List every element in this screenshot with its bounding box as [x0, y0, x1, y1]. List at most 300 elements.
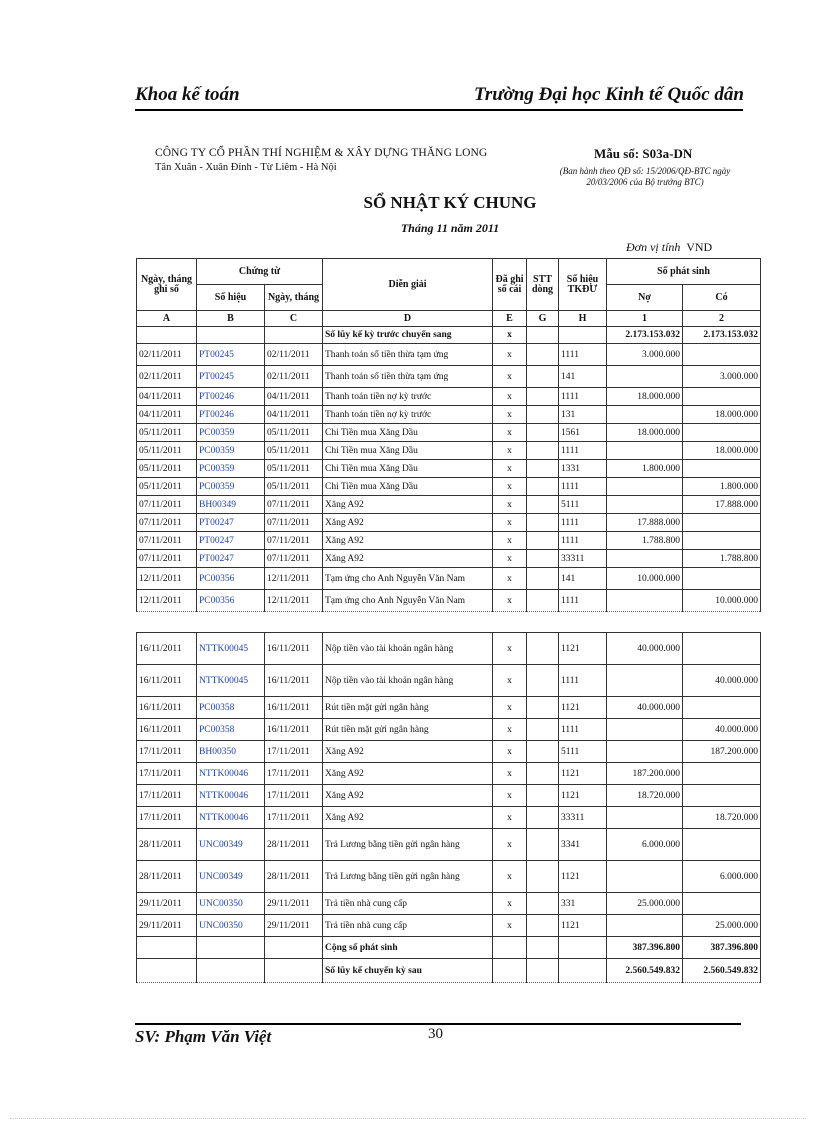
row-credit: 18.720.000 — [683, 807, 761, 829]
row-posted: x — [493, 590, 527, 612]
row-voucher-date: 07/11/2011 — [265, 514, 323, 532]
page-title: SỔ NHẬT KÝ CHUNG — [363, 193, 537, 212]
row-date: 05/11/2011 — [137, 478, 197, 496]
carried-forward-debit: 2.173.153.032 — [607, 327, 683, 344]
row-debit — [607, 665, 683, 697]
table-row — [137, 550, 761, 568]
row-posted: x — [493, 550, 527, 568]
table-row — [137, 665, 761, 697]
row-account: 3341 — [559, 829, 607, 861]
row-voucher-no: PC00359 — [197, 442, 265, 460]
row-date: 07/11/2011 — [137, 550, 197, 568]
row-date: 17/11/2011 — [137, 807, 197, 829]
row-date: 12/11/2011 — [137, 568, 197, 590]
footer-student: SV: Phạm Văn Việt — [135, 1027, 272, 1046]
row-date: 12/11/2011 — [137, 590, 197, 612]
row-voucher-date: 02/11/2011 — [265, 366, 323, 388]
row-voucher-no: NTTK00046 — [197, 763, 265, 785]
row-credit: 1.800.000 — [683, 478, 761, 496]
table-row — [137, 633, 761, 665]
unit-label — [626, 240, 712, 255]
row-debit — [607, 478, 683, 496]
row-line — [527, 763, 559, 785]
row-voucher-date: 04/11/2011 — [265, 406, 323, 424]
row-posted: x — [493, 366, 527, 388]
row-credit: 40.000.000 — [683, 665, 761, 697]
row-line — [527, 633, 559, 665]
row-desc: Trả tiền nhà cung cấp — [323, 893, 493, 915]
col-desc: Diễn giải — [323, 259, 493, 311]
row-credit — [683, 633, 761, 665]
row-posted: x — [493, 532, 527, 550]
row-credit — [683, 785, 761, 807]
row-voucher-date: 16/11/2011 — [265, 665, 323, 697]
row-credit — [683, 893, 761, 915]
row-credit — [683, 514, 761, 532]
row-line — [527, 785, 559, 807]
row-date: 29/11/2011 — [137, 915, 197, 937]
row-line — [527, 568, 559, 590]
page-bottom-dotted-line — [10, 1118, 806, 1119]
page-subtitle: Tháng 11 năm 2011 — [400, 221, 500, 235]
row-debit — [607, 719, 683, 741]
row-voucher-date: 05/11/2011 — [265, 460, 323, 478]
row-account: 1111 — [559, 590, 607, 612]
table-row — [137, 915, 761, 937]
row-posted: x — [493, 568, 527, 590]
row-desc: Chi Tiền mua Xăng Dầu — [323, 442, 493, 460]
row-voucher-date: 16/11/2011 — [265, 719, 323, 741]
row-desc: Tạm ứng cho Anh Nguyễn Văn Nam — [323, 590, 493, 612]
code-cell: A — [137, 311, 197, 327]
row-voucher-date: 17/11/2011 — [265, 741, 323, 763]
carried-forward-credit: 2.173.153.032 — [683, 327, 761, 344]
row-date: 07/11/2011 — [137, 532, 197, 550]
row-line — [527, 460, 559, 478]
row-account: 1121 — [559, 785, 607, 807]
row-line — [527, 514, 559, 532]
row-date: 05/11/2011 — [137, 442, 197, 460]
row-line — [527, 442, 559, 460]
row-line — [527, 807, 559, 829]
row-desc: Rút tiền mặt gửi ngân hàng — [323, 719, 493, 741]
row-voucher-no: NTTK00046 — [197, 807, 265, 829]
row-voucher-no: NTTK00046 — [197, 785, 265, 807]
row-voucher-no: PC00359 — [197, 424, 265, 442]
row-account: 331 — [559, 893, 607, 915]
col-voucher-date: Ngày, tháng — [265, 285, 323, 311]
row-date: 16/11/2011 — [137, 719, 197, 741]
row-desc: Xăng A92 — [323, 514, 493, 532]
footer-divider — [135, 1023, 741, 1025]
carried-forward-posted: x — [493, 327, 527, 344]
carried-forward-row — [137, 327, 761, 344]
row-account: 1111 — [559, 388, 607, 406]
totals-row-debit: 387.396.800 — [607, 937, 683, 959]
row-voucher-date: 05/11/2011 — [265, 442, 323, 460]
row-posted: x — [493, 496, 527, 514]
row-voucher-date: 07/11/2011 — [265, 550, 323, 568]
table-row — [137, 829, 761, 861]
row-debit — [607, 590, 683, 612]
row-desc: Thanh toán số tiền thừa tạm ứng — [323, 344, 493, 366]
row-posted: x — [493, 633, 527, 665]
header-divider — [135, 109, 743, 111]
row-voucher-date: 17/11/2011 — [265, 763, 323, 785]
table-row — [137, 460, 761, 478]
table-row — [137, 424, 761, 442]
row-desc: Thanh toán tiền nợ kỳ trước — [323, 388, 493, 406]
code-cell: G — [527, 311, 559, 327]
row-date: 05/11/2011 — [137, 460, 197, 478]
row-debit — [607, 406, 683, 424]
row-debit — [607, 915, 683, 937]
col-debit: Nợ — [607, 285, 683, 311]
row-voucher-no: UNC00349 — [197, 861, 265, 893]
row-desc: Xăng A92 — [323, 741, 493, 763]
row-desc: Rút tiền mặt gửi ngân hàng — [323, 697, 493, 719]
row-account: 1111 — [559, 442, 607, 460]
code-cell: 1 — [607, 311, 683, 327]
row-desc: Xăng A92 — [323, 496, 493, 514]
row-debit — [607, 861, 683, 893]
row-voucher-no: NTTK00045 — [197, 665, 265, 697]
row-date: 28/11/2011 — [137, 829, 197, 861]
row-voucher-date: 17/11/2011 — [265, 785, 323, 807]
row-debit: 1.800.000 — [607, 460, 683, 478]
row-desc: Thanh toán số tiền thừa tạm ứng — [323, 366, 493, 388]
row-line — [527, 550, 559, 568]
row-date: 04/11/2011 — [137, 388, 197, 406]
row-voucher-no: PC00358 — [197, 719, 265, 741]
row-posted: x — [493, 388, 527, 406]
row-desc: Xăng A92 — [323, 763, 493, 785]
row-debit: 10.000.000 — [607, 568, 683, 590]
table-row — [137, 590, 761, 612]
code-cell: 2 — [683, 311, 761, 327]
row-credit: 187.200.000 — [683, 741, 761, 763]
row-desc: Nộp tiền vào tài khoản ngân hàng — [323, 633, 493, 665]
carry-next-row — [137, 959, 761, 983]
table-row — [137, 532, 761, 550]
row-debit: 18.000.000 — [607, 388, 683, 406]
row-debit — [607, 550, 683, 568]
row-account: 33311 — [559, 550, 607, 568]
table-row — [137, 697, 761, 719]
row-voucher-no: PC00356 — [197, 590, 265, 612]
row-line — [527, 829, 559, 861]
col-credit: Có — [683, 285, 761, 311]
col-posted: Đã ghi sổ cái — [493, 259, 527, 311]
col-date: Ngày, tháng ghi sổ — [137, 259, 197, 311]
row-debit: 40.000.000 — [607, 697, 683, 719]
table-row — [137, 763, 761, 785]
col-line: STT dòng — [527, 259, 559, 311]
col-account: Số hiệu TKĐƯ — [559, 259, 607, 311]
row-desc: Chi Tiền mua Xăng Dầu — [323, 460, 493, 478]
row-line — [527, 719, 559, 741]
row-desc: Trả Lương bằng tiền gửi ngân hàng — [323, 861, 493, 893]
row-account: 1111 — [559, 514, 607, 532]
row-account: 141 — [559, 568, 607, 590]
totals-row — [137, 937, 761, 959]
row-voucher-no: PC00356 — [197, 568, 265, 590]
journal-table-part1 — [136, 258, 761, 612]
row-posted: x — [493, 719, 527, 741]
row-debit: 25.000.000 — [607, 893, 683, 915]
row-voucher-no: BH00350 — [197, 741, 265, 763]
row-credit: 25.000.000 — [683, 915, 761, 937]
table-row — [137, 893, 761, 915]
row-line — [527, 496, 559, 514]
row-credit — [683, 697, 761, 719]
row-line — [527, 366, 559, 388]
unit-value: VND — [686, 240, 713, 254]
row-voucher-no: UNC00350 — [197, 893, 265, 915]
row-posted: x — [493, 741, 527, 763]
row-credit: 17.888.000 — [683, 496, 761, 514]
code-cell: E — [493, 311, 527, 327]
unit-label-text: Đơn vị tính — [626, 240, 681, 254]
carry-next-row-desc: Số lũy kế chuyển kỳ sau — [323, 959, 493, 983]
row-desc: Thanh toán tiền nợ kỳ trước — [323, 406, 493, 424]
row-voucher-no: PC00359 — [197, 478, 265, 496]
code-cell: B — [197, 311, 265, 327]
row-credit: 18.000.000 — [683, 442, 761, 460]
row-line — [527, 424, 559, 442]
row-date: 07/11/2011 — [137, 514, 197, 532]
row-line — [527, 893, 559, 915]
row-account: 1121 — [559, 633, 607, 665]
row-account: 1111 — [559, 719, 607, 741]
row-line — [527, 406, 559, 424]
table-row — [137, 514, 761, 532]
row-voucher-no: PT00246 — [197, 406, 265, 424]
header-faculty: Khoa kế toán — [135, 84, 240, 105]
row-debit — [607, 366, 683, 388]
row-desc: Nộp tiền vào tài khoản ngân hàng — [323, 665, 493, 697]
row-voucher-no: PT00247 — [197, 514, 265, 532]
row-line — [527, 532, 559, 550]
row-voucher-no: BH00349 — [197, 496, 265, 514]
code-cell: C — [265, 311, 323, 327]
row-voucher-date: 16/11/2011 — [265, 697, 323, 719]
row-line — [527, 915, 559, 937]
table-row — [137, 741, 761, 763]
row-account: 1121 — [559, 697, 607, 719]
row-voucher-no: PT00246 — [197, 388, 265, 406]
row-debit: 3.000.000 — [607, 344, 683, 366]
row-desc: Xăng A92 — [323, 532, 493, 550]
row-debit: 1.788.800 — [607, 532, 683, 550]
row-debit: 18.000.000 — [607, 424, 683, 442]
row-desc: Trả tiền nhà cung cấp — [323, 915, 493, 937]
row-line — [527, 388, 559, 406]
table-row — [137, 568, 761, 590]
row-voucher-date: 07/11/2011 — [265, 532, 323, 550]
row-posted: x — [493, 861, 527, 893]
row-account: 1111 — [559, 532, 607, 550]
row-posted: x — [493, 893, 527, 915]
row-voucher-date: 29/11/2011 — [265, 915, 323, 937]
company-address: Tân Xuân - Xuân Đỉnh - Từ Liêm - Hà Nội — [155, 162, 337, 173]
row-date: 16/11/2011 — [137, 665, 197, 697]
code-cell: H — [559, 311, 607, 327]
table-row — [137, 344, 761, 366]
row-credit — [683, 344, 761, 366]
table-row — [137, 807, 761, 829]
row-line — [527, 478, 559, 496]
code-row — [137, 311, 761, 327]
row-posted: x — [493, 763, 527, 785]
row-credit — [683, 568, 761, 590]
row-posted: x — [493, 665, 527, 697]
row-date: 17/11/2011 — [137, 785, 197, 807]
row-line — [527, 665, 559, 697]
company-name: CÔNG TY CỔ PHẦN THÍ NGHIỆM & XÂY DỰNG THĂNG LONG — [155, 147, 488, 159]
row-voucher-no: PT00245 — [197, 344, 265, 366]
row-debit: 6.000.000 — [607, 829, 683, 861]
table-row — [137, 785, 761, 807]
page-number: 30 — [428, 1026, 443, 1042]
row-posted: x — [493, 807, 527, 829]
row-debit: 18.720.000 — [607, 785, 683, 807]
row-desc: Xăng A92 — [323, 807, 493, 829]
table-row — [137, 478, 761, 496]
row-posted: x — [493, 442, 527, 460]
row-account: 1331 — [559, 460, 607, 478]
row-account: 33311 — [559, 807, 607, 829]
row-account: 5111 — [559, 496, 607, 514]
header-university: Trường Đại học Kinh tế Quốc dân — [473, 84, 744, 105]
totals-row-desc: Cộng số phát sinh — [323, 937, 493, 959]
row-date: 02/11/2011 — [137, 344, 197, 366]
row-voucher-date: 05/11/2011 — [265, 424, 323, 442]
row-debit — [607, 442, 683, 460]
carry-next-row-debit: 2.560.549.832 — [607, 959, 683, 983]
row-posted: x — [493, 697, 527, 719]
row-credit — [683, 388, 761, 406]
carried-forward-desc: Số lũy kế kỳ trước chuyển sang — [323, 327, 493, 344]
table-row — [137, 496, 761, 514]
form-note: (Ban hành theo QĐ số: 15/2006/QĐ-BTC ngày 20/03/2006 của Bộ trưởng BTC) — [559, 166, 731, 187]
row-voucher-no: PT00247 — [197, 550, 265, 568]
row-debit — [607, 496, 683, 514]
row-posted: x — [493, 829, 527, 861]
totals-row-credit: 387.396.800 — [683, 937, 761, 959]
row-account: 131 — [559, 406, 607, 424]
row-account: 141 — [559, 366, 607, 388]
row-debit — [607, 741, 683, 763]
row-voucher-date: 28/11/2011 — [265, 829, 323, 861]
row-account: 1121 — [559, 861, 607, 893]
row-voucher-date: 02/11/2011 — [265, 344, 323, 366]
row-voucher-no: UNC00349 — [197, 829, 265, 861]
row-desc: Xăng A92 — [323, 550, 493, 568]
carry-next-row-credit: 2.560.549.832 — [683, 959, 761, 983]
table-row — [137, 388, 761, 406]
row-voucher-date: 16/11/2011 — [265, 633, 323, 665]
row-voucher-no: PT00245 — [197, 366, 265, 388]
row-credit: 3.000.000 — [683, 366, 761, 388]
journal-table-part2 — [136, 632, 761, 983]
table-row — [137, 366, 761, 388]
row-date: 07/11/2011 — [137, 496, 197, 514]
row-line — [527, 741, 559, 763]
row-account: 1121 — [559, 763, 607, 785]
row-credit: 6.000.000 — [683, 861, 761, 893]
form-number: Mẫu số: S03a-DN — [594, 146, 693, 161]
col-voucher-no: Số hiệu — [197, 285, 265, 311]
row-voucher-no: UNC00350 — [197, 915, 265, 937]
row-credit: 10.000.000 — [683, 590, 761, 612]
row-line — [527, 861, 559, 893]
table-row — [137, 406, 761, 424]
table-row — [137, 719, 761, 741]
col-amount: Số phát sinh — [607, 259, 761, 285]
row-voucher-no: PC00358 — [197, 697, 265, 719]
row-account: 1121 — [559, 915, 607, 937]
row-desc: Xăng A92 — [323, 785, 493, 807]
row-date: 17/11/2011 — [137, 741, 197, 763]
row-posted: x — [493, 424, 527, 442]
row-voucher-no: NTTK00045 — [197, 633, 265, 665]
code-cell: D — [323, 311, 493, 327]
row-voucher-date: 05/11/2011 — [265, 478, 323, 496]
col-voucher: Chứng từ — [197, 259, 323, 285]
row-account: 1111 — [559, 478, 607, 496]
row-credit: 40.000.000 — [683, 719, 761, 741]
row-account: 1561 — [559, 424, 607, 442]
row-account: 1111 — [559, 344, 607, 366]
row-desc: Trả Lương bằng tiền gửi ngân hàng — [323, 829, 493, 861]
row-date: 05/11/2011 — [137, 424, 197, 442]
row-voucher-date: 04/11/2011 — [265, 388, 323, 406]
row-desc: Chi Tiền mua Xăng Dầu — [323, 478, 493, 496]
row-voucher-date: 28/11/2011 — [265, 861, 323, 893]
row-date: 02/11/2011 — [137, 366, 197, 388]
row-credit — [683, 424, 761, 442]
row-credit: 18.000.000 — [683, 406, 761, 424]
row-date: 17/11/2011 — [137, 763, 197, 785]
row-credit — [683, 763, 761, 785]
row-credit — [683, 460, 761, 478]
row-voucher-date: 17/11/2011 — [265, 807, 323, 829]
row-posted: x — [493, 514, 527, 532]
row-voucher-no: PC00359 — [197, 460, 265, 478]
row-date: 04/11/2011 — [137, 406, 197, 424]
row-voucher-date: 29/11/2011 — [265, 893, 323, 915]
row-credit — [683, 532, 761, 550]
row-voucher-no: PT00247 — [197, 532, 265, 550]
table-row — [137, 861, 761, 893]
row-debit: 17.888.000 — [607, 514, 683, 532]
row-date: 16/11/2011 — [137, 697, 197, 719]
row-date: 29/11/2011 — [137, 893, 197, 915]
row-line — [527, 697, 559, 719]
row-desc: Chi Tiền mua Xăng Dầu — [323, 424, 493, 442]
row-posted: x — [493, 406, 527, 424]
row-line — [527, 590, 559, 612]
table-row — [137, 442, 761, 460]
row-posted: x — [493, 478, 527, 496]
row-voucher-date: 12/11/2011 — [265, 568, 323, 590]
row-posted: x — [493, 785, 527, 807]
row-date: 28/11/2011 — [137, 861, 197, 893]
row-debit — [607, 807, 683, 829]
row-account: 1111 — [559, 665, 607, 697]
row-credit — [683, 829, 761, 861]
